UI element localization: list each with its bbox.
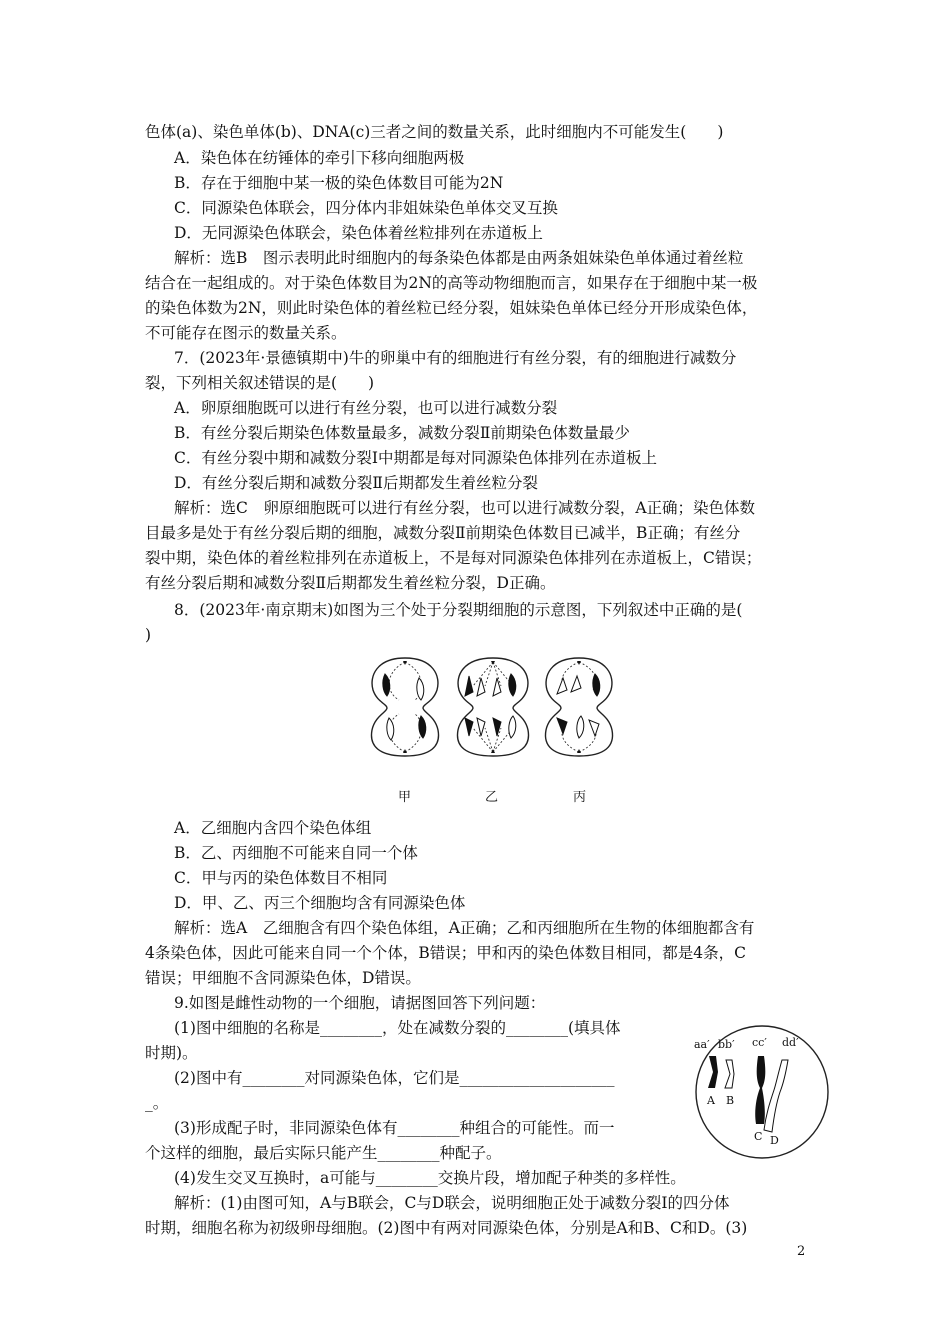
q7-option-a: A．卵原细胞既可以进行有丝分裂，也可以进行减数分裂 (174, 399, 558, 417)
chromosome-pair-cd (755, 1056, 788, 1132)
q8-option-b: B．乙、丙细胞不可能来自同一个体 (174, 844, 418, 862)
q7-analysis-line: 裂中期，染色体的着丝粒排列在赤道板上，不是每对同源染色体排列在赤道板上，C错误； (145, 549, 762, 567)
chromosome (419, 716, 426, 738)
q9-sub-line: (1)图中细胞的名称是________，处在减数分裂的________(填具体 (174, 1019, 621, 1037)
q8-stem: ) (145, 626, 152, 644)
q6-option-d: D．无同源染色体联会，染色体着丝粒排列在赤道板上 (174, 224, 543, 242)
chromosome (477, 678, 485, 696)
label-cc: cc′ (752, 1036, 767, 1049)
q9-sub-line: (2)图中有________对同源染色体，它们是____________________ (174, 1069, 615, 1087)
q7-option-b: B．有丝分裂后期染色体数量最多，减数分裂Ⅱ前期染色体数量最少 (174, 424, 630, 442)
chromosome (383, 674, 390, 696)
chromosome (417, 678, 424, 700)
q9-analysis-line: 解析：(1)由图可知，A与B联会，C与D联会，说明细胞正处于减数分裂Ⅰ的四分体 (174, 1194, 730, 1212)
chromosome (589, 720, 599, 736)
chromosome (493, 718, 501, 736)
chromosome (755, 1056, 765, 1124)
tetrad-cell-figure (690, 1020, 835, 1160)
q8-option-d: D．甲、乙、丙三个细胞均含有同源染色体 (174, 894, 466, 912)
chromosome (465, 676, 473, 696)
label-c: C (754, 1130, 763, 1143)
q8-analysis-line: 解析：选A 乙细胞含有四个染色体组，A正确；乙和丙细胞所在生物的体细胞都含有 (174, 919, 755, 937)
chromosome (557, 678, 567, 694)
q7-option-c: C．有丝分裂中期和减数分裂Ⅰ中期都是每对同源染色体排列在赤道板上 (174, 449, 657, 467)
chromosome (387, 718, 394, 740)
cell-outline (371, 658, 438, 756)
spindle-fiber (389, 662, 405, 700)
chromosome (725, 1060, 734, 1088)
chromosome (477, 718, 485, 736)
q6-analysis-line: 结合在一起组成的。对于染色体数目为2N的高等动物细胞而言，如果存在于细胞中某一极 (145, 274, 758, 292)
q8-analysis-line: 错误；甲细胞不含同源染色体，D错误。 (145, 969, 421, 987)
q6-option-b: B．存在于细胞中某一极的染色体数目可能为2N (174, 174, 504, 192)
label-b: B (726, 1094, 735, 1107)
q9-sub-line: _。 (145, 1094, 169, 1112)
chromosome (493, 678, 501, 696)
q6-analysis-line: 解析：选B 图示表明此时细胞内的每条染色体都是由两条姐妹染色单体通过着丝粒 (174, 249, 744, 267)
q7-stem: 裂，下列相关叙述错误的是( ) (145, 374, 375, 392)
q9-stem: 9.如图是雌性动物的一个细胞，请据图回答下列问题： (174, 994, 546, 1012)
q8-option-a: A．乙细胞内含四个染色体组 (174, 819, 372, 837)
q7-analysis-line: 解析：选C 卵原细胞既可以进行有丝分裂，也可以进行减数分裂，A正确；染色体数 (174, 499, 756, 517)
q9-sub-line: 个这样的细胞，最后实际只能产生________种配子。 (145, 1144, 502, 1162)
figure-label-jia: 甲 (398, 790, 412, 805)
q7-analysis-line: 有丝分裂后期和减数分裂Ⅱ后期都发生着丝粒分裂，D正确。 (145, 574, 556, 592)
q6-analysis-line: 的染色体数为2N，则此时染色体的着丝粒已经分裂，姐妹染色单体已经分开形成染色体， (145, 299, 758, 317)
label-d: D (770, 1134, 779, 1147)
label-bb: bb′ (718, 1038, 735, 1051)
q9-sub-line: (3)形成配子时，非同源染色体有________种组合的可能性。而一 (174, 1119, 615, 1137)
q8-analysis-line: 4条染色体，因此可能来自同一个个体，B错误；甲和丙的染色体数目相同，都是4条，C (145, 944, 746, 962)
q9-sub-line: 时期)。 (145, 1044, 198, 1062)
q8-option-c: C．甲与丙的染色体数目不相同 (174, 869, 388, 887)
chromosome (764, 1060, 788, 1132)
chromosome (593, 674, 600, 696)
q6-option-c: C．同源染色体联会，四分体内非姐妹染色单体交叉互换 (174, 199, 558, 217)
q6-option-a: A．染色体在纺锤体的牵引下移向细胞两极 (174, 149, 465, 167)
q7-analysis-line: 目最多是处于有丝分裂后期的细胞，减数分裂Ⅱ前期染色体数目已减半，B正确；有丝分 (145, 524, 741, 542)
q6-stem: 色体(a)、染色单体(b)、DNA(c)三者之间的数量关系，此时细胞内不可能发生( ) (145, 123, 724, 141)
chromosome (571, 676, 581, 692)
chromosome (577, 716, 584, 738)
figure-label-bing: 丙 (573, 790, 587, 805)
chromosome (465, 718, 473, 736)
spindle-fiber (473, 662, 513, 686)
page-number: 2 (797, 1244, 806, 1259)
q6-analysis-line: 不可能存在图示的数量关系。 (145, 324, 347, 342)
cell-outline (545, 658, 612, 756)
label-a: A (707, 1094, 715, 1107)
spindle-fiber (473, 728, 513, 752)
chromosome-pair-ab (708, 1056, 734, 1088)
q9-sub-line: (4)发生交叉互换时，a可能与________交换片段，增加配子种类的多样性。 (174, 1169, 686, 1187)
cell-division-figure (365, 652, 625, 782)
chromosome (509, 674, 516, 696)
chromosome (509, 716, 516, 738)
q8-stem: 8．(2023年·南京期末)如图为三个处于分裂期细胞的示意图，下列叙述中正确的是( (174, 601, 743, 619)
label-aa: aa′ (694, 1038, 710, 1051)
label-dd: dd′ (782, 1036, 799, 1049)
q7-option-d: D．有丝分裂后期和减数分裂Ⅱ后期都发生着丝粒分裂 (174, 474, 538, 492)
q9-analysis-line: 时期，细胞名称为初级卵母细胞。(2)图中有两对同源染色体，分别是A和B、C和D。(3) (145, 1219, 748, 1237)
chromosome (557, 718, 567, 734)
q7-stem: 7．(2023年·景德镇期中)牛的卵巢中有的细胞进行有丝分裂，有的细胞进行减数分 (174, 349, 737, 367)
cell-outline (457, 658, 528, 756)
chromosome (708, 1056, 718, 1088)
figure-label-yi: 乙 (485, 790, 499, 805)
